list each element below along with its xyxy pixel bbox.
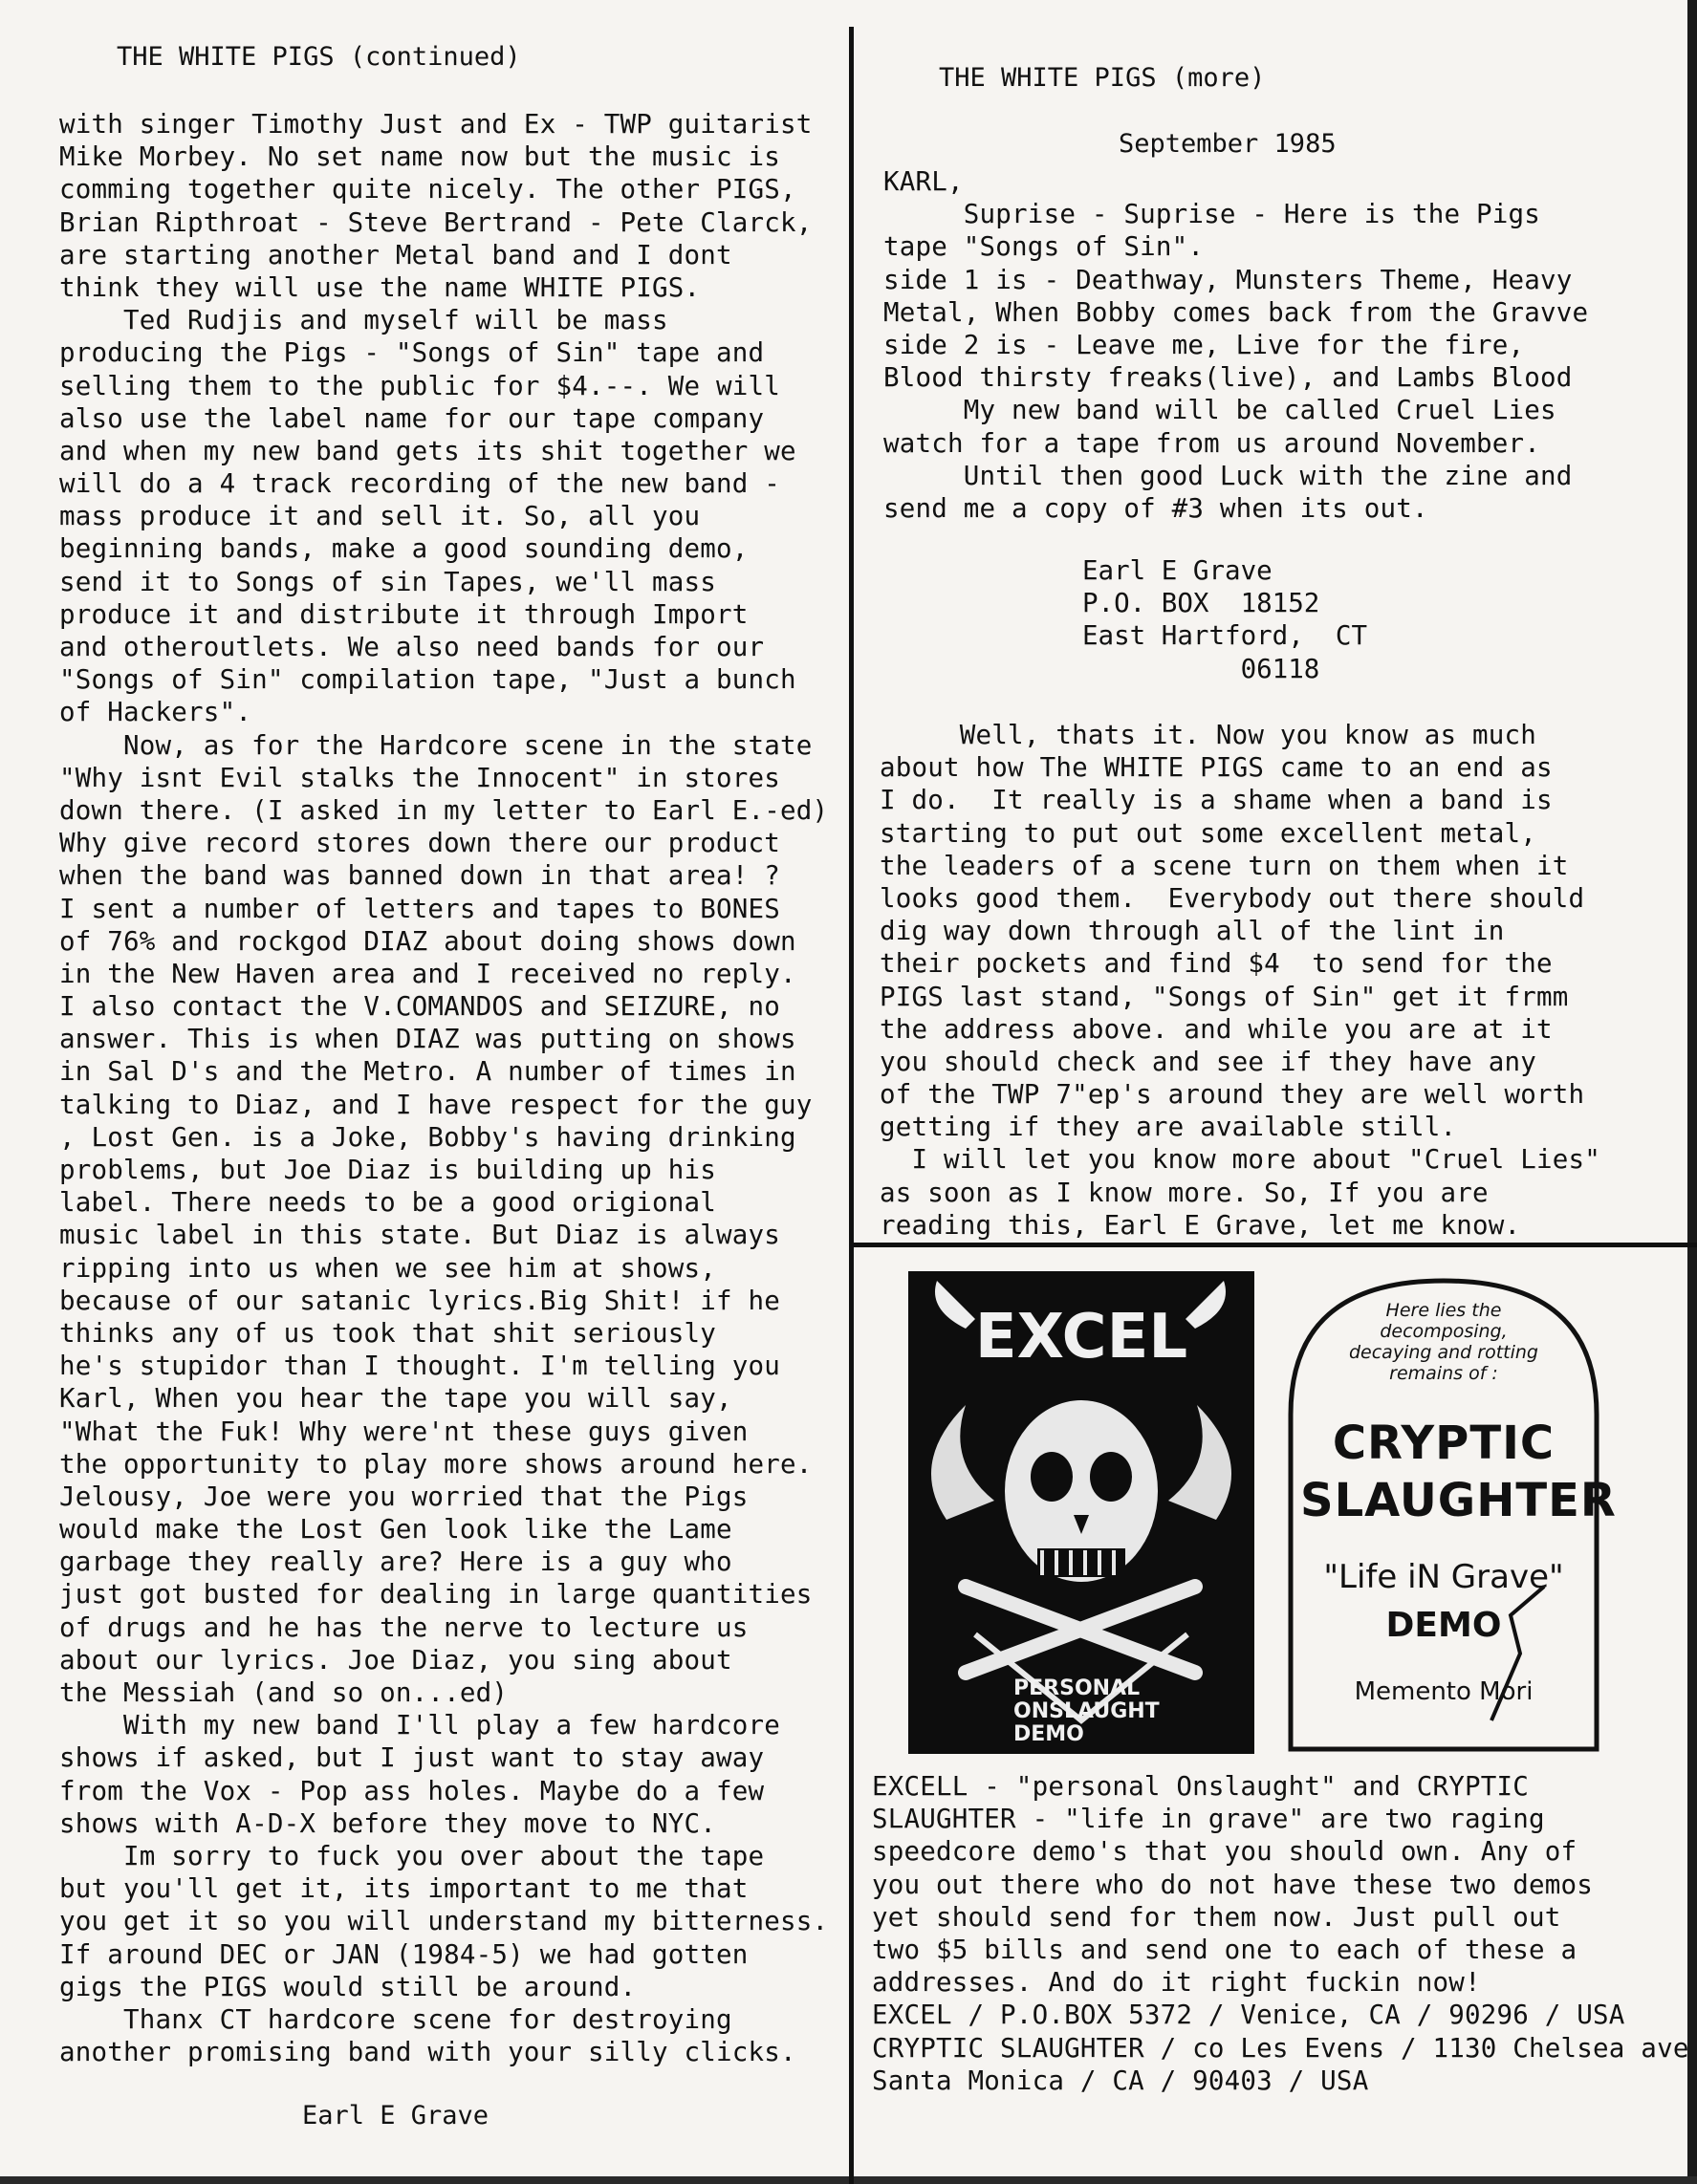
text-line: Karl, When you hear the tape you will say, [59, 1383, 732, 1415]
text-line: you get it so you will understand my bitterness. [59, 1906, 829, 1937]
closing-line: as soon as I know more. So, If you are [880, 1177, 1489, 1208]
text-line: another promising band with your silly clicks. [59, 2037, 796, 2068]
closing-line: the leaders of a scene turn on them when it [880, 850, 1569, 881]
letter-text [883, 165, 1588, 525]
closing-line: their pockets and find $4 to send for the [880, 948, 1553, 980]
left-signature: Earl E Grave [302, 2101, 490, 2130]
section-divider [851, 1243, 1697, 1247]
text-line: in the New Haven area and I received no reply. [59, 958, 796, 989]
text-line: the Messiah (and so on...ed) [59, 1677, 509, 1708]
right-heading: THE WHITE PIGS (more) [939, 63, 1266, 93]
cryptic-slaughter-tombstone [1272, 1271, 1616, 1754]
review-line: two $5 bills and send one to each of these a [872, 1934, 1577, 1965]
text-line: Ted Rudjis and myself will be mass [59, 305, 668, 336]
text-line: about our lyrics. Joe Diaz, you sing about [59, 1644, 732, 1676]
review-line: speedcore demo's that you should own. Any of [872, 1836, 1577, 1868]
text-line: Im sorry to fuck you over about the tape [59, 1840, 765, 1871]
closing-line: reading this, Earl E Grave, let me know. [880, 1209, 1521, 1241]
text-line: "What the Fuk! Why were'nt these guys given [59, 1416, 749, 1447]
closing-line: looks good them. Everybody out there should [880, 882, 1585, 914]
excel-demo-logo [908, 1271, 1254, 1754]
left-column-text [59, 108, 828, 2068]
review-line: EXCEL / P.O.BOX 5372 / Venice, CA / 90296 / USA [872, 2000, 1625, 2031]
text-line: thinks any of us took that shit seriously [59, 1317, 717, 1349]
text-line: when the band was banned down in that area! ? [59, 860, 781, 892]
text-line: shows with A-D-X before they move to NYC. [59, 1807, 717, 1839]
text-line: , Lost Gen. is a Joke, Bobby's having drinking [59, 1121, 796, 1153]
review-line: Santa Monica / CA / 90403 / USA [872, 2065, 1369, 2096]
review-line: SLAUGHTER - "life in grave" are two raging [872, 1804, 1545, 1835]
text-line: talking to Diaz, and I have respect for the guy [59, 1089, 813, 1120]
text-line: If around DEC or JAN (1984-5) we had gotten [59, 1938, 749, 1970]
letter-line: Metal, When Bobby comes back from the Gravve [883, 296, 1589, 328]
review-line: addresses. And do it right fuckin now! [872, 1967, 1481, 1999]
closing-line: dig way down through all of the lint in [880, 916, 1505, 947]
letter-line: Until then good Luck with the zine and [883, 460, 1573, 491]
text-line: produce it and distribute it through Import [59, 598, 749, 630]
text-line: beginning bands, make a good sounding demo, [59, 533, 749, 565]
mailing-address [1082, 554, 1367, 685]
letter-line: My new band will be called Cruel Lies [883, 395, 1556, 426]
closing-text [880, 719, 1600, 1242]
tomb-motto: Memento Mori [1354, 1677, 1534, 1706]
text-line: problems, but Joe Diaz is building up his [59, 1155, 717, 1185]
text-line: and when my new band gets its shit together we [59, 435, 796, 466]
review-line: yet should send for them now. Just pull out [872, 1901, 1561, 1933]
text-line: but you'll get it, its important to me that [59, 1873, 749, 1905]
text-line: ripping into us when we see him at shows, [59, 1252, 717, 1284]
excel-demo-caption: PERSONAL ONSLAUGHT DEMO [1013, 1676, 1160, 1746]
text-line: of Hackers". [59, 697, 252, 728]
tomb-demo: DEMO [1385, 1606, 1502, 1645]
column-divider [849, 27, 854, 2184]
letter-line: tape "Songs of Sin". [883, 231, 1205, 263]
letter-line: Blood thirsty freaks(live), and Lambs Blood [883, 362, 1573, 394]
closing-line: about how The WHITE PIGS came to an end as [880, 752, 1553, 784]
text-line: "Why isnt Evil stalks the Innocent" in stores [59, 762, 781, 793]
text-line: gigs the PIGS would still be around. [59, 1971, 637, 2002]
closing-line: Well, thats it. Now you know as much [880, 720, 1537, 750]
text-line: Brian Ripthroat - Steve Bertrand - Pete Clarck, [59, 206, 813, 238]
text-line: the opportunity to play more shows around here. [59, 1448, 813, 1480]
closing-line: PIGS last stand, "Songs of Sin" get it frmm [880, 981, 1569, 1012]
text-line: garbage they really are? Here is a guy who [59, 1546, 732, 1578]
left-heading: THE WHITE PIGS (continued) [117, 42, 521, 72]
closing-line: getting if they are available still. [880, 1112, 1457, 1143]
demo-review-text [872, 1770, 1689, 2097]
closing-line: I will let you know more about "Cruel Lies" [880, 1144, 1601, 1176]
text-line: label. There needs to be a good origional [59, 1187, 717, 1219]
text-line: he's stupidor than I thought. I'm telling you [59, 1351, 781, 1382]
closing-line: I do. It really is a shame when a band is [880, 785, 1553, 816]
closing-line: of the TWP 7"ep's around they are well worth [880, 1079, 1585, 1111]
text-line: because of our satanic lyrics.Big Shit! if he [59, 1285, 781, 1316]
text-line: selling them to the public for $4.--. We will [59, 370, 781, 401]
address-line: East Hartford, CT [1082, 620, 1368, 652]
text-line: I sent a number of letters and tapes to BONES [59, 893, 781, 924]
review-line: EXCELL - "personal Onslaught" and CRYPTIC [872, 1771, 1530, 1802]
tomb-header: Here lies the decomposing, decaying and rotting remains of : [1348, 1300, 1538, 1384]
text-line: mass produce it and sell it. So, all you [59, 501, 701, 532]
text-line: of 76% and rockgod DIAZ about doing shows down [59, 925, 796, 957]
text-line: of drugs and he has the nerve to lecture us [59, 1611, 749, 1643]
text-line: comming together quite nicely. The other PIGS, [59, 174, 796, 205]
review-line: CRYPTIC SLAUGHTER / co Les Evens / 1130 Chelsea ave [872, 2032, 1689, 2064]
text-line: "Songs of Sin" compilation tape, "Just a bunch [59, 664, 796, 696]
text-line: Thanx CT hardcore scene for destroying [59, 2003, 732, 2035]
text-line: just got busted for dealing in large quantities [59, 1579, 813, 1611]
text-line: Mike Morbey. No set name now but the music is [59, 141, 781, 173]
text-line: with singer Timothy Just and Ex - TWP guitarist [59, 109, 813, 140]
text-line: producing the Pigs - "Songs of Sin" tape and [59, 337, 765, 369]
text-line: will do a 4 track recording of the new band - [59, 468, 781, 500]
tomb-band-name: CRYPTIC SLAUGHTER [1300, 1416, 1617, 1527]
address-line: Earl E Grave [1082, 555, 1273, 586]
letter-line: side 2 is - Leave me, Live for the fire, [883, 329, 1525, 360]
review-line: you out there who do not have these two demos [872, 1869, 1594, 1900]
excel-logo-text: EXCEL [974, 1302, 1188, 1373]
text-line: also use the label name for our tape company [59, 402, 765, 434]
address-line: P.O. BOX 18152 [1082, 588, 1320, 619]
address-line: 06118 [1082, 653, 1320, 684]
letter-date: September 1985 [1119, 129, 1337, 159]
text-line: would make the Lost Gen look like the Lame [59, 1514, 732, 1546]
letter-line: side 1 is - Deathway, Munsters Theme, Heavy [883, 264, 1573, 295]
text-line: Jelousy, Joe were you worried that the Pigs [59, 1481, 749, 1512]
letter-line: watch for a tape from us around November. [883, 427, 1541, 459]
text-line: Now, as for the Hardcore scene in the state [59, 729, 813, 761]
letter-line: KARL, [883, 166, 964, 197]
text-line: With my new band I'll play a few hardcore [59, 1710, 781, 1741]
letter-line: send me a copy of #3 when its out. [883, 492, 1428, 524]
text-line: shows if asked, but I just want to stay away [59, 1742, 765, 1774]
text-line: think they will use the name WHITE PIGS. [59, 271, 701, 303]
tomb-title: "Life iN Grave" [1323, 1558, 1564, 1596]
text-line: down there. (I asked in my letter to Earl E.-ed) [59, 794, 829, 826]
text-line: Why give record stores down there our product [59, 828, 781, 859]
text-line: I also contact the V.COMANDOS and SEIZURE, no [59, 991, 781, 1023]
text-line: send it to Songs of sin Tapes, we'll mass [59, 566, 717, 597]
text-line: music label in this state. But Diaz is always [59, 1220, 781, 1251]
text-line: are starting another Metal band and I dont [59, 239, 732, 270]
letter-line: Suprise - Suprise - Here is the Pigs [883, 199, 1541, 230]
text-line: and otheroutlets. We also need bands for our [59, 632, 765, 662]
closing-line: starting to put out some excellent metal, [880, 817, 1537, 849]
text-line: from the Vox - Pop ass holes. Maybe do a few [59, 1775, 765, 1806]
text-line: answer. This is when DIAZ was putting on shows [59, 1024, 796, 1055]
closing-line: you should check and see if they have any [880, 1046, 1537, 1077]
closing-line: the address above. and while you are at it [880, 1013, 1553, 1045]
text-line: in Sal D's and the Metro. A number of times in [59, 1056, 796, 1088]
